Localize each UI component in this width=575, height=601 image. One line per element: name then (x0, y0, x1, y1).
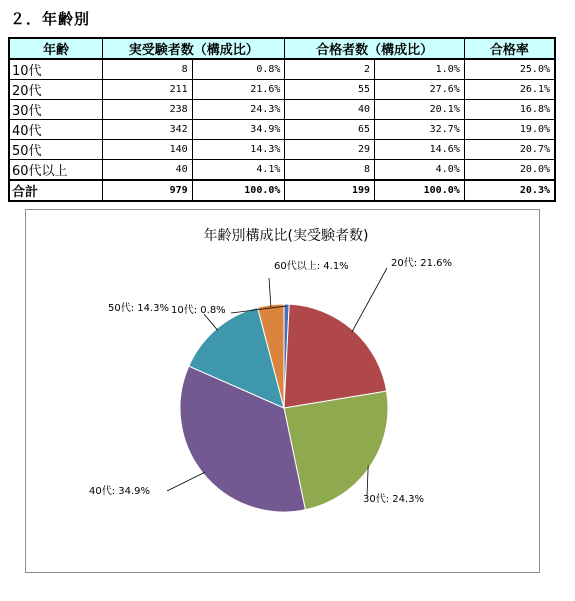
passers-cell: 2 (285, 59, 375, 80)
slice-label-3: 30代: 24.3% (363, 494, 425, 505)
pass-rate-cell: 26.1% (464, 80, 555, 100)
slice-label-1: 10代: 0.8% (171, 305, 226, 316)
examinees-ratio-cell: 0.8% (192, 59, 285, 80)
header-age: 年齢 (9, 38, 103, 59)
slice-label-6: 60代以上: 4.1% (274, 261, 349, 272)
header-examinees: 実受験者数（構成比） (103, 38, 285, 59)
examinees-cell: 211 (103, 80, 193, 100)
passers-cell: 55 (285, 80, 375, 100)
passers-ratio-cell: 4.0% (375, 160, 465, 181)
leader-line-6 (269, 278, 271, 307)
pie-chart-frame (25, 209, 540, 573)
row-label: 30代 (9, 100, 103, 120)
section-title: ２．年齢別 (10, 10, 91, 28)
examinees-ratio-cell: 21.6% (192, 80, 285, 100)
age-table (8, 37, 556, 202)
table-row (9, 140, 555, 160)
pie-slice-2 (284, 304, 387, 408)
table-header-row (9, 38, 555, 59)
pass-rate-cell: 19.0% (464, 120, 555, 140)
passers-ratio-cell: 32.7% (375, 120, 465, 140)
row-label: 60代以上 (9, 160, 103, 181)
passers-ratio-cell: 20.1% (375, 100, 465, 120)
table-row (9, 80, 555, 100)
table-row (9, 160, 555, 181)
table-total-row (9, 180, 555, 201)
pie-chart (26, 210, 539, 572)
pass-rate-cell: 16.8% (464, 100, 555, 120)
passers-cell: 65 (285, 120, 375, 140)
pass-rate-cell: 25.0% (464, 59, 555, 80)
slice-label-2: 20代: 21.6% (391, 258, 453, 269)
chart-title: 年齢別構成比(実受験者数) (203, 228, 369, 244)
examinees-cell: 140 (103, 140, 193, 160)
examinees-ratio-cell: 14.3% (192, 140, 285, 160)
examinees-ratio-cell: 24.3% (192, 100, 285, 120)
passers-ratio-cell: 14.6% (375, 140, 465, 160)
passers-cell: 8 (285, 160, 375, 181)
total-examinees-ratio-cell: 100.0% (192, 180, 285, 201)
examinees-ratio-cell: 4.1% (192, 160, 285, 181)
row-label: 40代 (9, 120, 103, 140)
table-row (9, 59, 555, 80)
header-passers: 合格者数（構成比） (285, 38, 464, 59)
leader-line-5 (204, 314, 218, 330)
examinees-cell: 238 (103, 100, 193, 120)
examinees-cell: 8 (103, 59, 193, 80)
total-passers-ratio-cell: 100.0% (375, 180, 465, 201)
leader-line-4 (167, 472, 205, 491)
total-passers-cell: 199 (285, 180, 375, 201)
slice-label-5: 50代: 14.3% (108, 303, 170, 314)
pass-rate-cell: 20.0% (464, 160, 555, 181)
row-label: 50代 (9, 140, 103, 160)
examinees-cell: 342 (103, 120, 193, 140)
examinees-ratio-cell: 34.9% (192, 120, 285, 140)
passers-cell: 40 (285, 100, 375, 120)
total-examinees-cell: 979 (103, 180, 193, 201)
slice-label-4: 40代: 34.9% (89, 486, 151, 497)
table-row (9, 120, 555, 140)
passers-cell: 29 (285, 140, 375, 160)
row-label: 10代 (9, 59, 103, 80)
total-label: 合計 (9, 180, 103, 201)
pass-rate-cell: 20.7% (464, 140, 555, 160)
passers-ratio-cell: 27.6% (375, 80, 465, 100)
examinees-cell: 40 (103, 160, 193, 181)
table-row (9, 100, 555, 120)
passers-ratio-cell: 1.0% (375, 59, 465, 80)
header-pass-rate: 合格率 (464, 38, 555, 59)
row-label: 20代 (9, 80, 103, 100)
leader-line-2 (352, 268, 387, 332)
total-pass-rate-cell: 20.3% (464, 180, 555, 201)
